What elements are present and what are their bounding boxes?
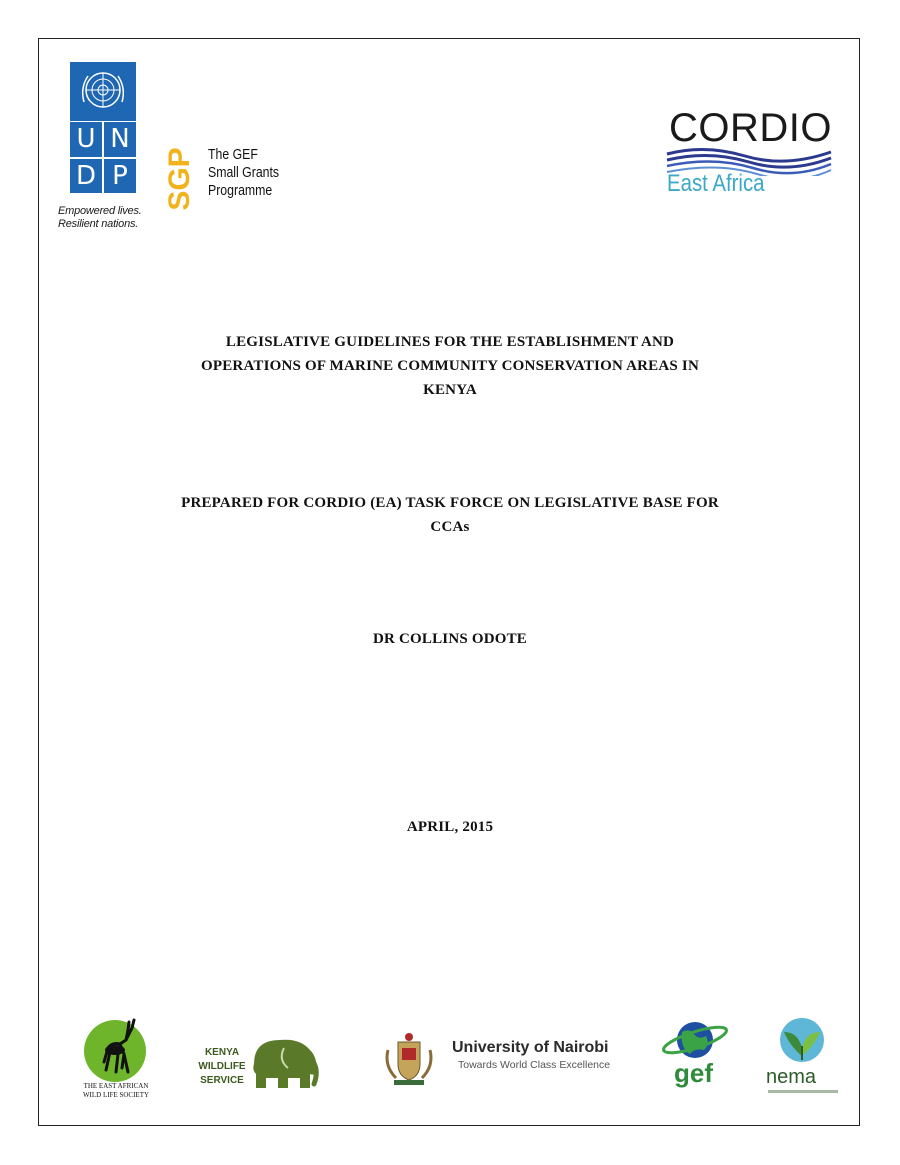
globe-icon <box>660 1018 730 1062</box>
cordio-logo <box>665 106 835 198</box>
ews-line2: WILD LIFE SOCIETY <box>82 1091 150 1099</box>
document-title <box>80 330 820 402</box>
undp-tagline <box>58 205 158 231</box>
title-line: OPERATIONS OF MARINE COMMUNITY CONSERVATION AREAS IN <box>201 358 699 374</box>
undp-tagline-line1: Empowered lives. <box>58 205 142 217</box>
ews-text <box>76 1082 156 1100</box>
kws-line1: KENYA <box>204 1047 240 1058</box>
sgp-text <box>208 146 279 200</box>
university-crest-icon <box>380 1030 438 1088</box>
kws-text <box>196 1046 248 1088</box>
kws-line3: SERVICE <box>200 1075 244 1086</box>
ews-logo <box>76 1010 156 1106</box>
gef-name: gef <box>674 1058 713 1088</box>
sgp-mark-icon <box>162 146 200 212</box>
undp-logo <box>58 62 158 231</box>
sgp-line1: The GEF <box>208 146 258 163</box>
nema-name: nema <box>766 1066 817 1088</box>
un-emblem-icon <box>70 62 136 120</box>
title-line: KENYA <box>423 382 477 398</box>
prepared-line: CCAs <box>430 519 470 535</box>
leaf-icon <box>762 1016 842 1068</box>
title-line: LEGISLATIVE GUIDELINES FOR THE ESTABLISHMENT AND <box>225 334 675 350</box>
ews-line1: THE EAST AFRICAN <box>83 1082 149 1090</box>
sgp-line2: Small Grants <box>208 164 280 181</box>
nema-tagline-bar <box>768 1090 838 1093</box>
undp-letter: U <box>70 122 102 157</box>
undp-letter: D <box>70 159 102 194</box>
undp-logo-block <box>70 62 136 193</box>
elephant-icon <box>248 1034 320 1090</box>
uon-name: University of Nairobi <box>452 1039 609 1056</box>
antelope-icon <box>82 1018 148 1084</box>
uon-text <box>452 1038 610 1072</box>
author: DR COLLINS ODOTE <box>372 631 528 647</box>
undp-letter: N <box>104 122 136 157</box>
cordio-sub: East Africa <box>667 170 765 197</box>
sgp-line3: Programme <box>208 182 273 199</box>
sgp-mark-text: SGP <box>162 147 196 211</box>
uon-motto: Towards World Class Excellence <box>458 1059 611 1071</box>
sgp-logo <box>162 146 302 216</box>
kws-line2: WILDLIFE <box>198 1061 246 1072</box>
undp-tagline-line2: Resilient nations. <box>58 218 139 230</box>
gef-logo <box>660 1018 730 1094</box>
prepared-for <box>80 491 820 539</box>
cordio-name: CORDIO <box>669 106 832 150</box>
undp-letter-grid <box>70 122 136 193</box>
kws-logo <box>196 1034 322 1094</box>
nema-logo <box>762 1016 842 1100</box>
prepared-line: PREPARED FOR CORDIO (EA) TASK FORCE ON LEGISLATIVE BASE FOR <box>181 495 719 511</box>
undp-letter: P <box>104 159 136 194</box>
document-date: APRIL, 2015 <box>406 819 494 835</box>
